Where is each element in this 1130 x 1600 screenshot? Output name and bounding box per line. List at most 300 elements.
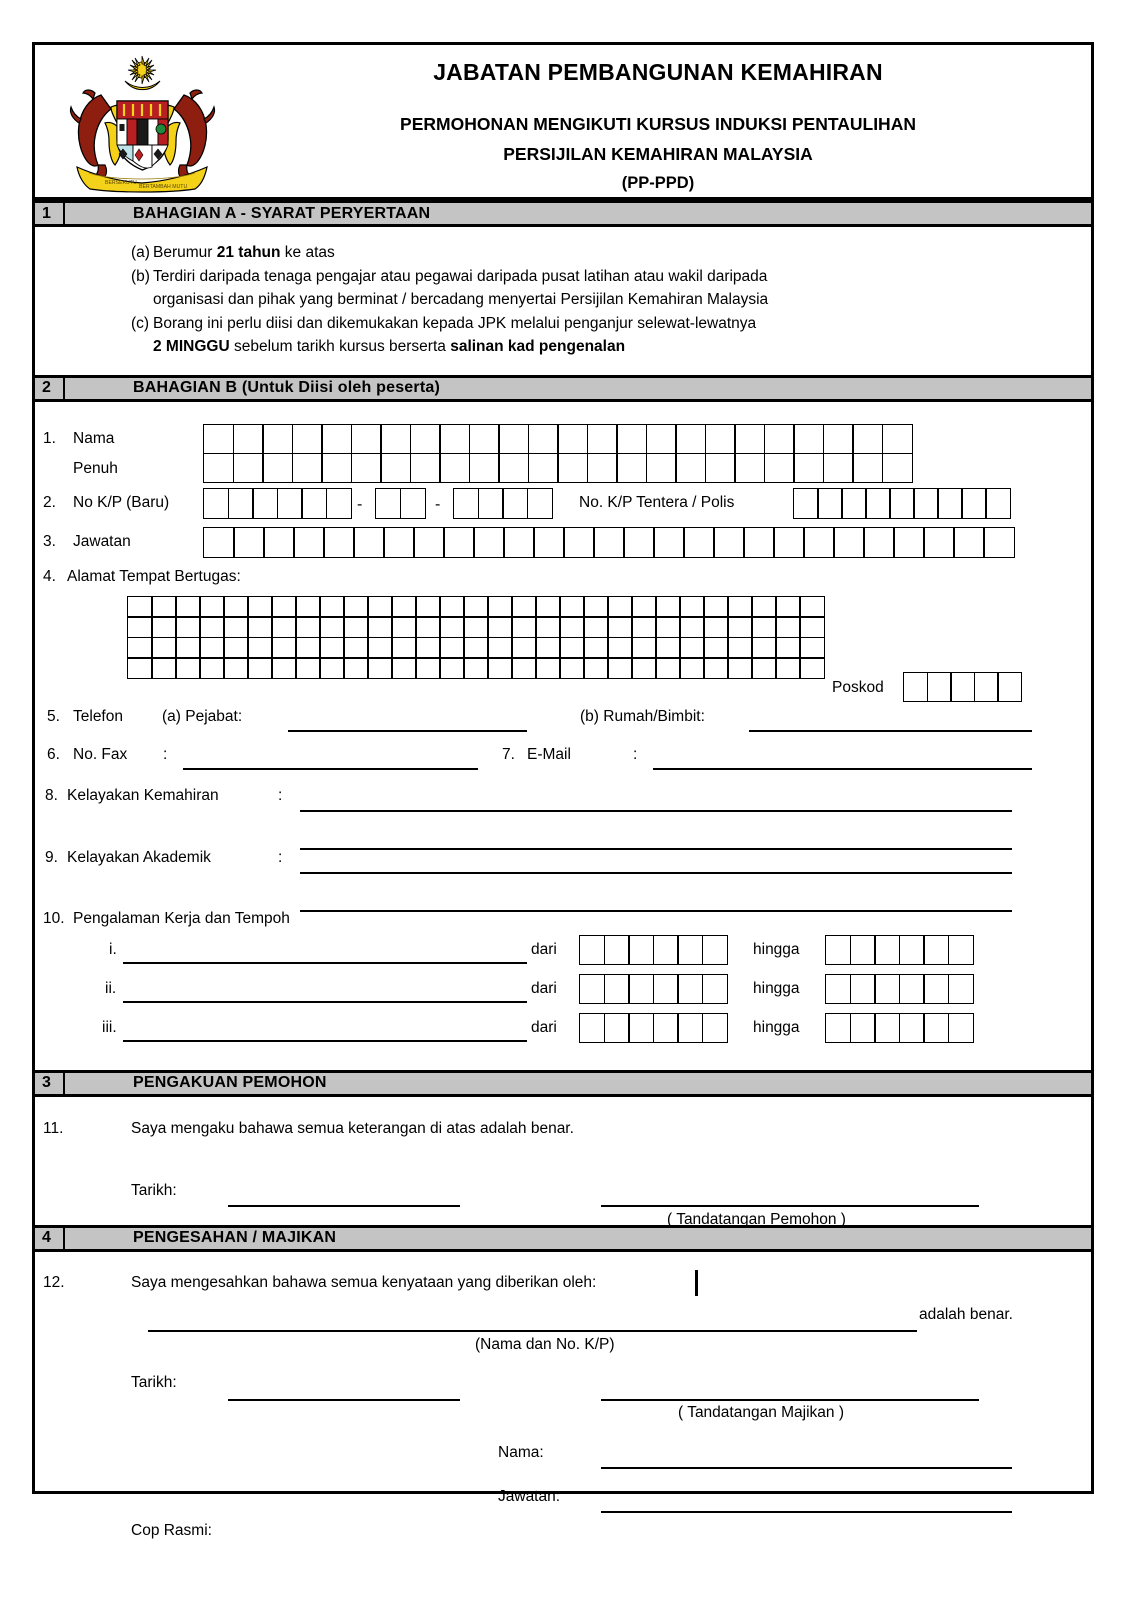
char-cell[interactable] xyxy=(727,637,753,659)
char-cell[interactable] xyxy=(415,596,441,618)
char-cell[interactable] xyxy=(233,424,264,454)
char-cell[interactable] xyxy=(535,616,561,638)
char-cell[interactable] xyxy=(247,616,273,638)
section-d-header xyxy=(35,1225,1091,1252)
char-cell[interactable] xyxy=(439,453,470,483)
char-cell[interactable] xyxy=(734,453,765,483)
kp-input-segment-3[interactable] xyxy=(453,488,551,519)
char-cell[interactable] xyxy=(469,424,500,454)
char-cell[interactable] xyxy=(775,657,801,679)
char-cell[interactable] xyxy=(734,424,765,454)
char-cell[interactable] xyxy=(503,527,535,558)
char-cell[interactable] xyxy=(607,596,633,618)
char-cell[interactable] xyxy=(415,616,441,638)
char-cell[interactable] xyxy=(271,657,297,679)
char-cell[interactable] xyxy=(262,453,293,483)
char-cell[interactable] xyxy=(631,616,657,638)
char-cell[interactable] xyxy=(487,657,513,679)
char-cell[interactable] xyxy=(899,1013,925,1043)
char-cell[interactable] xyxy=(203,453,234,483)
char-cell[interactable] xyxy=(321,424,352,454)
char-cell[interactable] xyxy=(882,424,913,454)
char-cell[interactable] xyxy=(583,657,609,679)
kp-input-segment-2[interactable] xyxy=(375,488,424,519)
char-cell[interactable] xyxy=(127,596,153,618)
char-cell[interactable] xyxy=(353,527,385,558)
char-cell[interactable] xyxy=(655,596,681,618)
char-cell[interactable] xyxy=(631,657,657,679)
char-cell[interactable] xyxy=(923,527,955,558)
char-cell[interactable] xyxy=(557,453,588,483)
char-cell[interactable] xyxy=(583,616,609,638)
char-cell[interactable] xyxy=(453,488,479,519)
char-cell[interactable] xyxy=(203,424,234,454)
char-cell[interactable] xyxy=(199,596,225,618)
char-cell[interactable] xyxy=(587,424,618,454)
char-cell[interactable] xyxy=(559,616,585,638)
char-cell[interactable] xyxy=(823,424,854,454)
char-cell[interactable] xyxy=(899,935,925,965)
char-cell[interactable] xyxy=(271,616,297,638)
char-cell[interactable] xyxy=(713,527,745,558)
condition-b-text-line2: organisasi dan pihak yang berminat / bercadang menyertai Persijilan Kemahiran Malaysia xyxy=(153,291,769,309)
char-cell[interactable] xyxy=(473,527,505,558)
char-cell[interactable] xyxy=(415,637,441,659)
char-cell[interactable] xyxy=(616,424,647,454)
char-cell[interactable] xyxy=(563,527,595,558)
char-cell[interactable] xyxy=(175,596,201,618)
char-cell[interactable] xyxy=(950,672,975,702)
char-cell[interactable] xyxy=(997,672,1022,702)
alamat-input-grid[interactable] xyxy=(127,596,823,678)
char-cell[interactable] xyxy=(702,935,728,965)
pengakuan-signature-input[interactable] xyxy=(601,1205,979,1207)
char-cell[interactable] xyxy=(375,488,401,519)
akademik-input-line-2[interactable] xyxy=(300,910,1012,912)
char-cell[interactable] xyxy=(203,527,235,558)
char-cell[interactable] xyxy=(702,974,728,1004)
jawatan-input-row[interactable] xyxy=(203,527,1013,558)
poskod-input-row[interactable] xyxy=(903,672,1021,702)
char-cell[interactable] xyxy=(923,1013,949,1043)
char-cell[interactable] xyxy=(343,637,369,659)
char-cell[interactable] xyxy=(803,527,835,558)
char-cell[interactable] xyxy=(775,616,801,638)
char-cell[interactable] xyxy=(727,596,753,618)
alamat-input-row[interactable] xyxy=(127,596,823,618)
pengalaman-row-1-dari-input[interactable] xyxy=(579,935,726,965)
char-cell[interactable] xyxy=(127,616,153,638)
char-cell[interactable] xyxy=(380,453,411,483)
char-cell[interactable] xyxy=(751,616,777,638)
char-cell[interactable] xyxy=(653,1013,679,1043)
telefon-rumah-input[interactable] xyxy=(749,730,1032,732)
char-cell[interactable] xyxy=(927,672,952,702)
condition-b-marker: (b) xyxy=(131,267,150,285)
char-cell[interactable] xyxy=(511,616,537,638)
char-cell[interactable] xyxy=(292,453,323,483)
majikan-nama-input[interactable] xyxy=(601,1467,1012,1469)
char-cell[interactable] xyxy=(874,935,900,965)
char-cell[interactable] xyxy=(321,453,352,483)
char-cell[interactable] xyxy=(607,637,633,659)
char-cell[interactable] xyxy=(679,596,705,618)
akademik-input-line-1[interactable] xyxy=(300,872,1012,874)
char-cell[interactable] xyxy=(799,616,825,638)
char-cell[interactable] xyxy=(587,453,618,483)
char-cell[interactable] xyxy=(380,424,411,454)
char-cell[interactable] xyxy=(535,596,561,618)
char-cell[interactable] xyxy=(439,657,465,679)
char-cell[interactable] xyxy=(351,424,382,454)
kemahiran-input-line-2[interactable] xyxy=(300,848,1012,850)
char-cell[interactable] xyxy=(703,616,729,638)
telefon-pejabat-input[interactable] xyxy=(288,730,527,732)
char-cell[interactable] xyxy=(528,424,559,454)
char-cell[interactable] xyxy=(127,657,153,679)
char-cell[interactable] xyxy=(511,657,537,679)
char-cell[interactable] xyxy=(628,935,654,965)
char-cell[interactable] xyxy=(703,657,729,679)
char-cell[interactable] xyxy=(604,1013,630,1043)
char-cell[interactable] xyxy=(655,657,681,679)
char-cell[interactable] xyxy=(502,488,528,519)
char-cell[interactable] xyxy=(874,974,900,1004)
char-cell[interactable] xyxy=(367,657,393,679)
char-cell[interactable] xyxy=(923,935,949,965)
char-cell[interactable] xyxy=(983,527,1015,558)
pengalaman-row-1-hingga-input[interactable] xyxy=(825,935,972,965)
char-cell[interactable] xyxy=(559,637,585,659)
email-input[interactable] xyxy=(653,768,1032,770)
char-cell[interactable] xyxy=(463,616,489,638)
char-cell[interactable] xyxy=(151,637,177,659)
pengesahan-signature-input[interactable] xyxy=(601,1399,979,1401)
pengalaman-row-3-input[interactable] xyxy=(123,1040,527,1042)
char-cell[interactable] xyxy=(850,935,876,965)
char-cell[interactable] xyxy=(623,527,655,558)
char-cell[interactable] xyxy=(677,935,703,965)
char-cell[interactable] xyxy=(511,596,537,618)
char-cell[interactable] xyxy=(793,453,824,483)
char-cell[interactable] xyxy=(326,488,352,519)
char-cell[interactable] xyxy=(773,527,805,558)
char-cell[interactable] xyxy=(439,637,465,659)
char-cell[interactable] xyxy=(677,974,703,1004)
char-cell[interactable] xyxy=(607,616,633,638)
char-cell[interactable] xyxy=(841,488,867,519)
char-cell[interactable] xyxy=(487,637,513,659)
pengakuan-tarikh-input[interactable] xyxy=(228,1205,460,1207)
kp-tentera-input-row[interactable] xyxy=(793,488,1009,519)
pengakuan-number: 11. xyxy=(43,1119,64,1137)
char-cell[interactable] xyxy=(764,424,795,454)
nama-penuh-input-row-1[interactable] xyxy=(203,424,911,454)
pengesahan-nama-kp-input[interactable] xyxy=(148,1330,917,1332)
char-cell[interactable] xyxy=(852,424,883,454)
pengalaman-row-3-dari-input[interactable] xyxy=(579,1013,726,1043)
char-cell[interactable] xyxy=(391,596,417,618)
char-cell[interactable] xyxy=(252,488,278,519)
pengalaman-row-2-dari-input[interactable] xyxy=(579,974,726,1004)
char-cell[interactable] xyxy=(498,453,529,483)
char-cell[interactable] xyxy=(850,1013,876,1043)
char-cell[interactable] xyxy=(628,1013,654,1043)
char-cell[interactable] xyxy=(825,935,851,965)
char-cell[interactable] xyxy=(865,488,891,519)
char-cell[interactable] xyxy=(825,974,851,1004)
char-cell[interactable] xyxy=(223,616,249,638)
char-cell[interactable] xyxy=(511,637,537,659)
char-cell[interactable] xyxy=(223,637,249,659)
char-cell[interactable] xyxy=(323,527,355,558)
char-cell[interactable] xyxy=(559,657,585,679)
char-cell[interactable] xyxy=(799,657,825,679)
char-cell[interactable] xyxy=(533,527,565,558)
char-cell[interactable] xyxy=(937,488,963,519)
char-cell[interactable] xyxy=(262,424,293,454)
char-cell[interactable] xyxy=(391,657,417,679)
char-cell[interactable] xyxy=(677,1013,703,1043)
kp-input-segment-1[interactable] xyxy=(203,488,350,519)
char-cell[interactable] xyxy=(579,935,605,965)
char-cell[interactable] xyxy=(683,527,715,558)
char-cell[interactable] xyxy=(301,488,327,519)
char-cell[interactable] xyxy=(439,424,470,454)
char-cell[interactable] xyxy=(799,637,825,659)
char-cell[interactable] xyxy=(247,596,273,618)
char-cell[interactable] xyxy=(295,596,321,618)
pengalaman-row-2-hingga-input[interactable] xyxy=(825,974,972,1004)
char-cell[interactable] xyxy=(604,935,630,965)
char-cell[interactable] xyxy=(413,527,445,558)
char-cell[interactable] xyxy=(478,488,504,519)
char-cell[interactable] xyxy=(498,424,529,454)
char-cell[interactable] xyxy=(675,424,706,454)
char-cell[interactable] xyxy=(863,527,895,558)
char-cell[interactable] xyxy=(228,488,254,519)
char-cell[interactable] xyxy=(292,424,323,454)
char-cell[interactable] xyxy=(263,527,295,558)
kp-dash-1: - xyxy=(357,495,363,513)
char-cell[interactable] xyxy=(439,596,465,618)
char-cell[interactable] xyxy=(383,527,415,558)
char-cell[interactable] xyxy=(764,453,795,483)
char-cell[interactable] xyxy=(351,453,382,483)
alamat-input-row[interactable] xyxy=(127,637,823,659)
char-cell[interactable] xyxy=(400,488,426,519)
char-cell[interactable] xyxy=(527,488,553,519)
char-cell[interactable] xyxy=(151,657,177,679)
char-cell[interactable] xyxy=(295,657,321,679)
pengalaman-row-2-input[interactable] xyxy=(123,1001,527,1003)
char-cell[interactable] xyxy=(579,1013,605,1043)
char-cell[interactable] xyxy=(557,424,588,454)
char-cell[interactable] xyxy=(743,527,775,558)
char-cell[interactable] xyxy=(583,596,609,618)
char-cell[interactable] xyxy=(175,657,201,679)
char-cell[interactable] xyxy=(705,424,736,454)
char-cell[interactable] xyxy=(948,1013,974,1043)
char-cell[interactable] xyxy=(487,616,513,638)
char-cell[interactable] xyxy=(751,596,777,618)
char-cell[interactable] xyxy=(985,488,1011,519)
char-cell[interactable] xyxy=(343,657,369,679)
char-cell[interactable] xyxy=(825,1013,851,1043)
pengalaman-row-3-hingga-input[interactable] xyxy=(825,1013,972,1043)
char-cell[interactable] xyxy=(751,657,777,679)
char-cell[interactable] xyxy=(247,637,273,659)
char-cell[interactable] xyxy=(775,637,801,659)
char-cell[interactable] xyxy=(775,596,801,618)
char-cell[interactable] xyxy=(679,637,705,659)
char-cell[interactable] xyxy=(247,657,273,679)
char-cell[interactable] xyxy=(415,657,441,679)
char-cell[interactable] xyxy=(528,453,559,483)
char-cell[interactable] xyxy=(343,596,369,618)
char-cell[interactable] xyxy=(703,637,729,659)
char-cell[interactable] xyxy=(751,637,777,659)
char-cell[interactable] xyxy=(199,616,225,638)
char-cell[interactable] xyxy=(675,453,706,483)
char-cell[interactable] xyxy=(653,527,685,558)
char-cell[interactable] xyxy=(628,974,654,1004)
char-cell[interactable] xyxy=(727,657,753,679)
char-cell[interactable] xyxy=(469,453,500,483)
char-cell[interactable] xyxy=(487,596,513,618)
char-cell[interactable] xyxy=(948,974,974,1004)
char-cell[interactable] xyxy=(823,453,854,483)
pengalaman-row-1-input[interactable] xyxy=(123,962,527,964)
char-cell[interactable] xyxy=(679,616,705,638)
char-cell[interactable] xyxy=(559,596,585,618)
char-cell[interactable] xyxy=(391,616,417,638)
char-cell[interactable] xyxy=(961,488,987,519)
char-cell[interactable] xyxy=(727,616,753,638)
char-cell[interactable] xyxy=(463,657,489,679)
char-cell[interactable] xyxy=(391,637,417,659)
char-cell[interactable] xyxy=(893,527,925,558)
char-cell[interactable] xyxy=(655,637,681,659)
char-cell[interactable] xyxy=(223,596,249,618)
alamat-input-row[interactable] xyxy=(127,657,823,679)
char-cell[interactable] xyxy=(702,1013,728,1043)
char-cell[interactable] xyxy=(271,596,297,618)
char-cell[interactable] xyxy=(535,637,561,659)
char-cell[interactable] xyxy=(223,657,249,679)
majikan-jawatan-input[interactable] xyxy=(601,1511,1012,1513)
char-cell[interactable] xyxy=(631,637,657,659)
char-cell[interactable] xyxy=(367,616,393,638)
char-cell[interactable] xyxy=(463,596,489,618)
char-cell[interactable] xyxy=(410,424,441,454)
char-cell[interactable] xyxy=(293,527,325,558)
char-cell[interactable] xyxy=(203,488,229,519)
char-cell[interactable] xyxy=(271,637,297,659)
char-cell[interactable] xyxy=(199,637,225,659)
char-cell[interactable] xyxy=(151,596,177,618)
char-cell[interactable] xyxy=(319,657,345,679)
char-cell[interactable] xyxy=(948,935,974,965)
char-cell[interactable] xyxy=(833,527,865,558)
char-cell[interactable] xyxy=(463,637,489,659)
char-cell[interactable] xyxy=(953,527,985,558)
char-cell[interactable] xyxy=(319,616,345,638)
char-cell[interactable] xyxy=(443,527,475,558)
char-cell[interactable] xyxy=(889,488,915,519)
svg-text:BERTAMBAH MUTU: BERTAMBAH MUTU xyxy=(139,184,188,190)
char-cell[interactable] xyxy=(882,453,913,483)
char-cell[interactable] xyxy=(655,616,681,638)
char-cell[interactable] xyxy=(646,453,677,483)
char-cell[interactable] xyxy=(793,424,824,454)
char-cell[interactable] xyxy=(874,1013,900,1043)
kemahiran-input-line-1[interactable] xyxy=(300,810,1012,812)
char-cell[interactable] xyxy=(793,488,819,519)
malaysia-coat-of-arms-icon xyxy=(65,53,220,198)
char-cell[interactable] xyxy=(705,453,736,483)
char-cell[interactable] xyxy=(535,657,561,679)
char-cell[interactable] xyxy=(679,657,705,679)
char-cell[interactable] xyxy=(703,596,729,618)
nama-penuh-input-row-2[interactable] xyxy=(203,453,911,483)
char-cell[interactable] xyxy=(593,527,625,558)
char-cell[interactable] xyxy=(277,488,303,519)
char-cell[interactable] xyxy=(295,637,321,659)
char-cell[interactable] xyxy=(607,657,633,679)
char-cell[interactable] xyxy=(850,974,876,1004)
char-cell[interactable] xyxy=(367,596,393,618)
char-cell[interactable] xyxy=(175,616,201,638)
pengesahan-tarikh-input[interactable] xyxy=(228,1399,460,1401)
char-cell[interactable] xyxy=(367,637,393,659)
char-cell[interactable] xyxy=(631,596,657,618)
fax-input[interactable] xyxy=(183,768,478,770)
char-cell[interactable] xyxy=(343,616,369,638)
char-cell[interactable] xyxy=(175,637,201,659)
char-cell[interactable] xyxy=(899,974,925,1004)
char-cell[interactable] xyxy=(646,424,677,454)
fax-colon: : xyxy=(163,745,168,763)
char-cell[interactable] xyxy=(616,453,647,483)
alamat-input-row[interactable] xyxy=(127,616,823,638)
char-cell[interactable] xyxy=(913,488,939,519)
char-cell[interactable] xyxy=(127,637,153,659)
char-cell[interactable] xyxy=(233,527,265,558)
char-cell[interactable] xyxy=(604,974,630,1004)
char-cell[interactable] xyxy=(439,616,465,638)
char-cell[interactable] xyxy=(852,453,883,483)
char-cell[interactable] xyxy=(151,616,177,638)
char-cell[interactable] xyxy=(799,596,825,618)
char-cell[interactable] xyxy=(199,657,225,679)
char-cell[interactable] xyxy=(295,616,321,638)
char-cell[interactable] xyxy=(410,453,441,483)
char-cell[interactable] xyxy=(579,974,605,1004)
char-cell[interactable] xyxy=(319,596,345,618)
char-cell[interactable] xyxy=(653,935,679,965)
condition-a xyxy=(35,241,1091,265)
kemahiran-label: Kelayakan Kemahiran xyxy=(67,786,219,804)
char-cell[interactable] xyxy=(653,974,679,1004)
char-cell[interactable] xyxy=(319,637,345,659)
char-cell[interactable] xyxy=(817,488,843,519)
char-cell[interactable] xyxy=(233,453,264,483)
char-cell[interactable] xyxy=(583,637,609,659)
char-cell[interactable] xyxy=(903,672,928,702)
char-cell[interactable] xyxy=(923,974,949,1004)
char-cell[interactable] xyxy=(974,672,999,702)
